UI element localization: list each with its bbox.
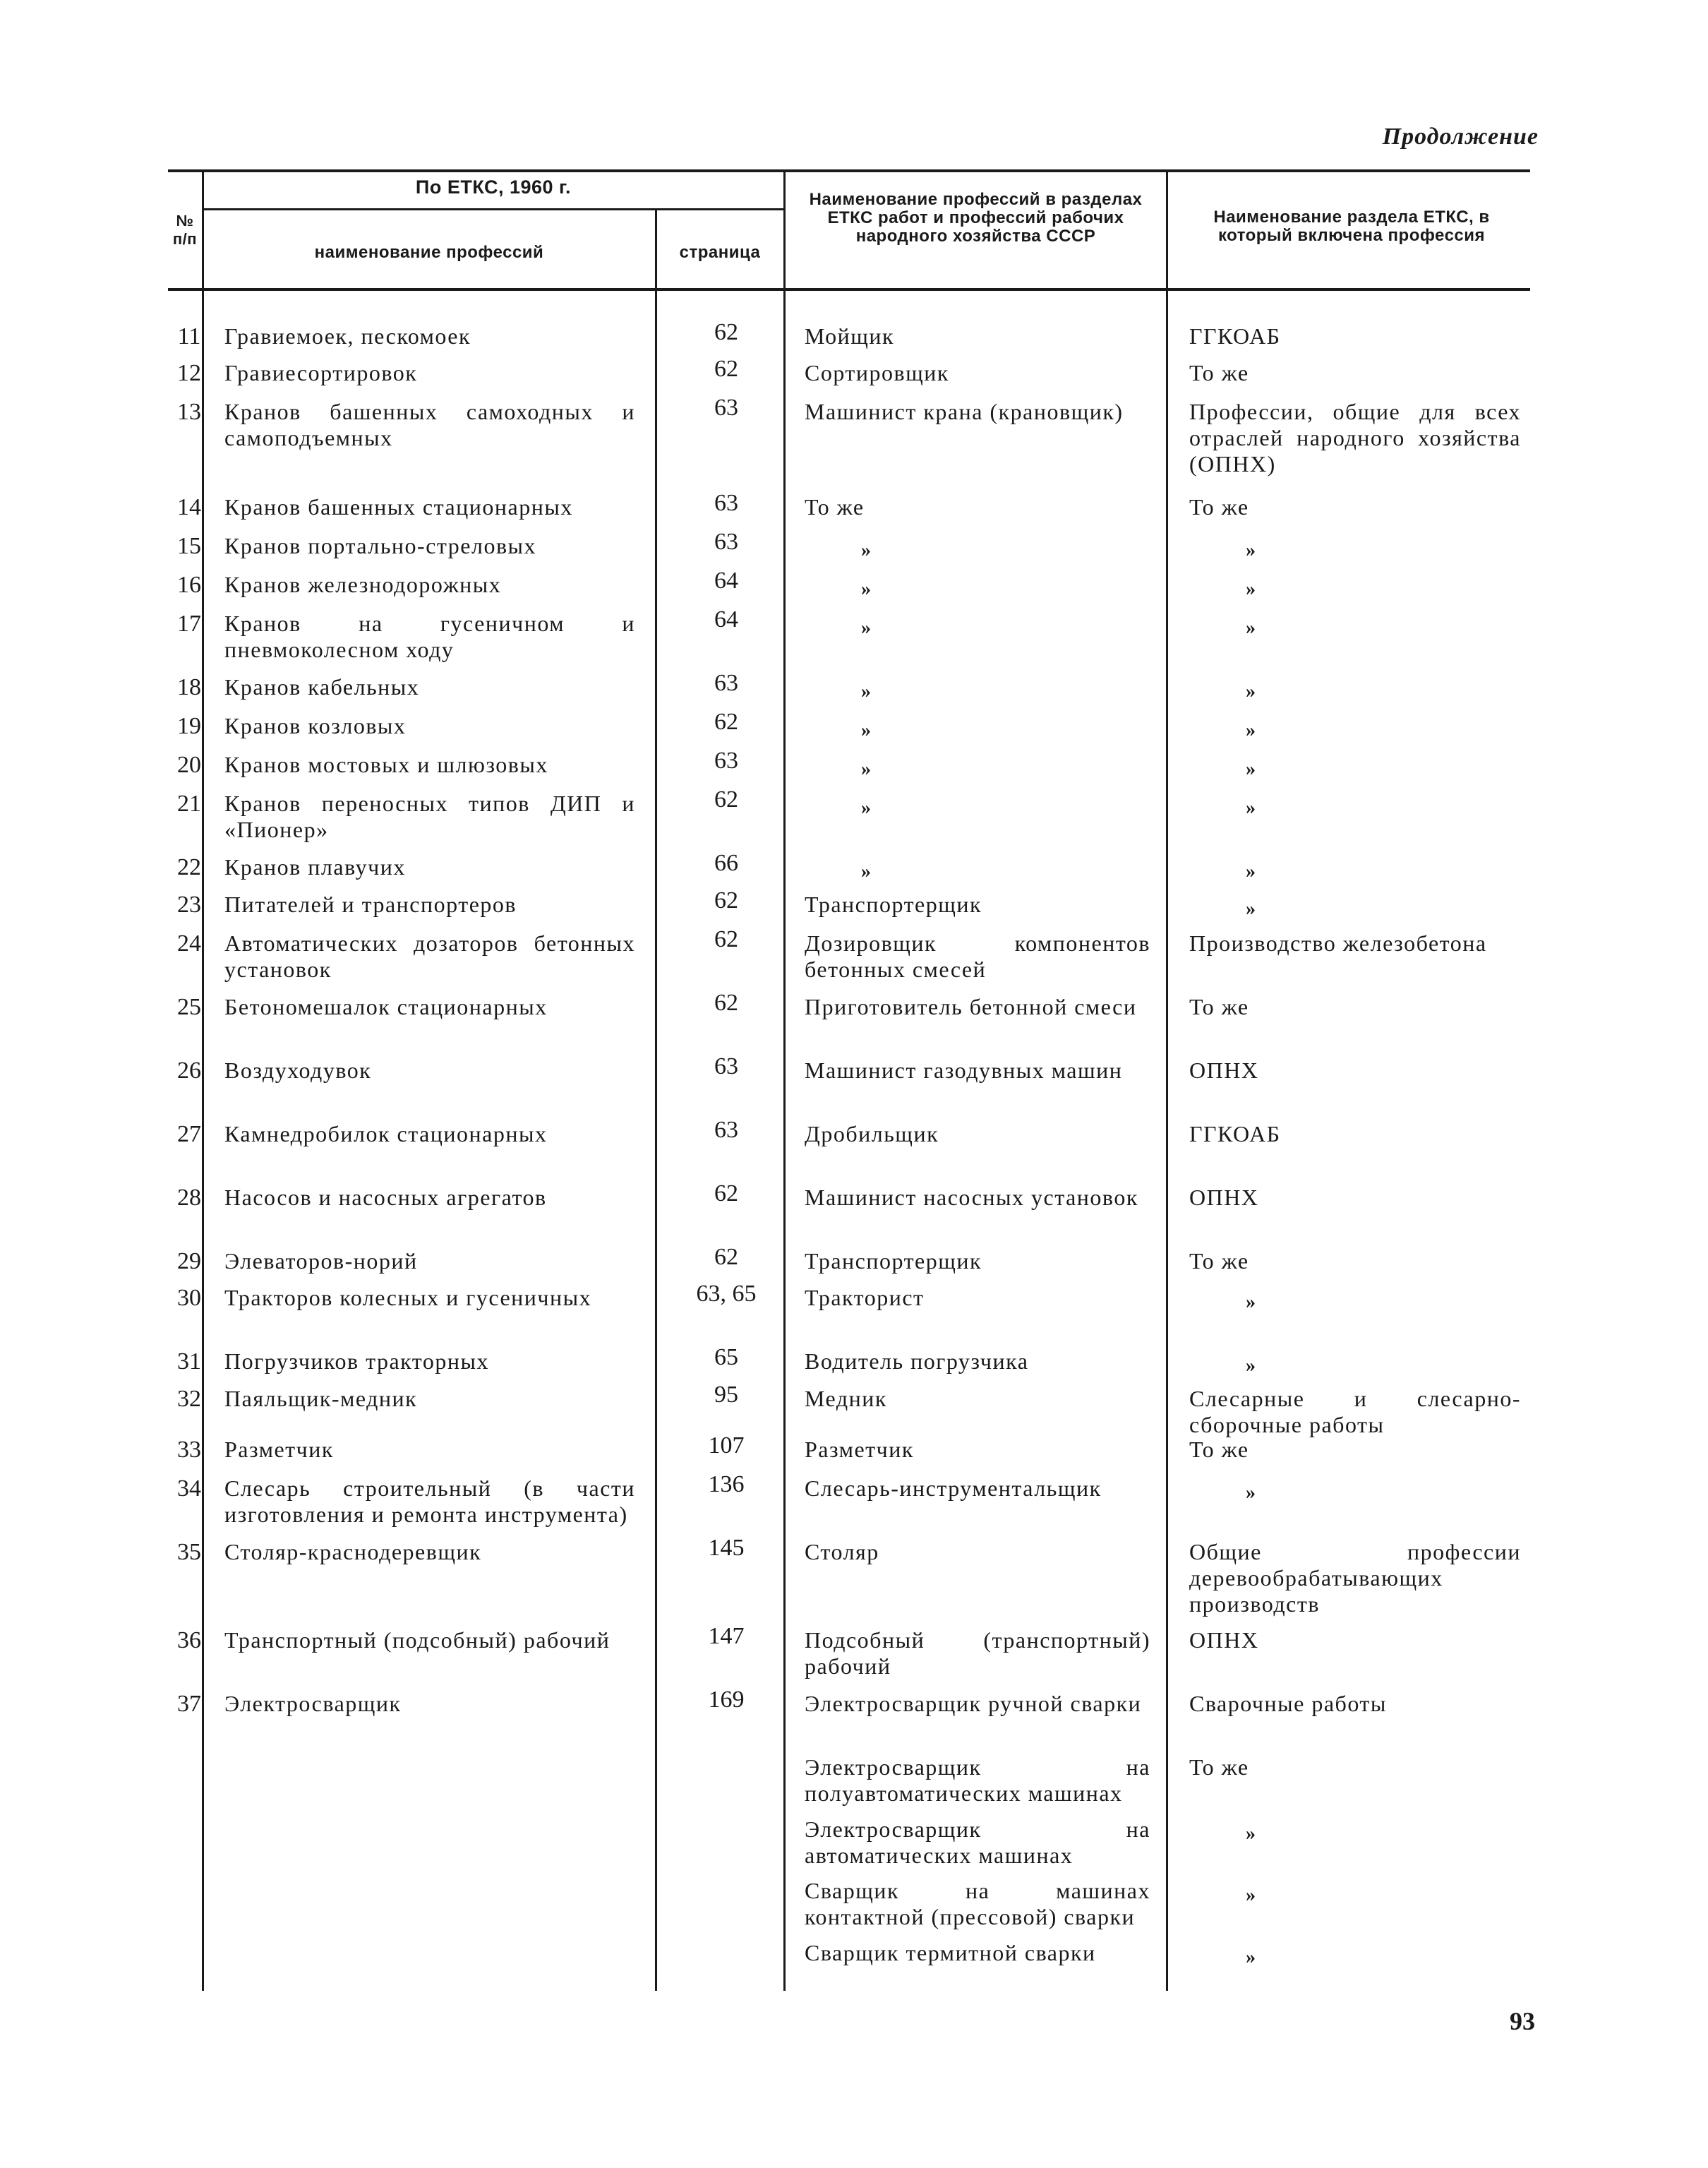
header-page: страница [679,243,761,262]
new-profession-name: Электросварщик на полуавтоматических машинах [805,1754,1150,1806]
page-reference: 169 [708,1687,745,1713]
old-profession-name: Кранов портально-стреловых [224,533,537,558]
new-profession-name: » [861,797,872,819]
old-profession-name: Погрузчиков тракторных [224,1348,489,1374]
new-profession-name: Разметчик [805,1437,914,1462]
header-etks-1960: По ЕТКС, 1960 г. [415,176,572,198]
page-reference: 63 [714,1053,738,1079]
page-reference: 62 [714,319,738,345]
etks-section-name: Профессии, общие для всех отраслей народного хозяйства (ОПНХ) [1189,399,1521,477]
old-profession-name: Автоматических дозаторов бетонных установок [224,930,635,982]
page-reference: 62 [714,1180,738,1206]
page-reference: 63 [714,670,738,696]
page-reference: 136 [708,1471,745,1497]
etks-section-name: » [1246,1355,1257,1377]
page-reference: 95 [714,1382,738,1408]
page-reference: 62 [714,786,738,813]
old-profession-name: Камнедробилок стационарных [224,1121,548,1146]
new-profession-name: Электросварщик на автоматических машинах [805,1816,1150,1868]
page-reference: 107 [708,1432,745,1459]
old-profession-name: Паяльщик-медник [224,1386,418,1411]
row-number: 20 [177,752,201,778]
new-profession-name: Дозировщик компонентов бетонных смесей [805,930,1150,982]
new-profession-name: » [861,861,872,882]
header-bottom-rule [168,288,1530,291]
etks-section-name: ОПНХ [1189,1185,1259,1210]
page-reference: 63 [714,395,738,421]
etks-section-name: То же [1189,1437,1249,1462]
etks-section-name: » [1246,539,1257,561]
old-profession-name: Кранов железнодорожных [224,572,502,597]
page-reference: 64 [714,606,738,633]
etks-section-name: Сварочные работы [1189,1691,1387,1716]
row-number: 26 [177,1058,201,1084]
old-profession-name: Питателей и транспортеров [224,892,517,917]
etks-section-name: » [1246,1946,1257,1968]
new-profession-name: Тракторист [805,1285,925,1310]
old-profession-name: Разметчик [224,1437,334,1462]
etks-section-name: » [1246,1482,1257,1504]
etks-section-name: ГГКОАБ [1189,1121,1281,1146]
new-profession-name: Сварщик термитной сварки [805,1940,1096,1965]
new-profession-name: » [861,758,872,780]
page-reference: 63 [714,1117,738,1143]
new-profession-name: Приготовитель бетонной смеси [805,994,1137,1019]
old-profession-name: Кранов башенных стационарных [224,494,573,520]
row-number: 35 [177,1539,201,1565]
header-etks-section: Наименование раздела ЕТКС, в который включена профессия [1213,208,1490,245]
old-profession-name: Кранов мостовых и шлюзовых [224,752,548,777]
col-rule-2 [655,209,657,1991]
page-reference: 145 [708,1535,745,1561]
old-profession-name: Насосов и насосных агрегатов [224,1185,547,1210]
old-profession-name: Слесарь строительный (в части изготовления и ремонта инструмента) [224,1475,635,1527]
page-reference: 62 [714,887,738,914]
old-profession-name: Кранов козловых [224,713,407,738]
old-profession-name: Бетономешалок стационарных [224,994,548,1019]
etks-section-name: ГГКОАБ [1189,323,1281,349]
new-profession-name: То же [805,494,865,520]
header-number: № п/п [172,212,198,248]
new-profession-name: Водитель погрузчика [805,1348,1029,1374]
row-number: 32 [177,1386,201,1412]
page-reference: 63 [714,490,738,516]
old-profession-name: Транспортный (подсобный) рабочий [224,1627,611,1653]
new-profession-name: Транспортерщик [805,892,982,917]
old-profession-name: Кранов на гусеничном и пневмоколесном ходу [224,611,635,662]
header-profession-name-new: Наименование профессий в разделах ЕТКС работ и профессий рабочих народного хозяйства СССР [809,190,1143,246]
etks-section-name: » [1246,617,1257,639]
etks-section-name: Производство железобетона [1189,930,1487,956]
row-number: 33 [177,1437,201,1463]
etks-section-name: » [1246,578,1257,600]
row-number: 18 [177,674,201,700]
row-number: 23 [177,892,201,918]
row-number: 27 [177,1121,201,1147]
new-profession-name: Транспортерщик [805,1248,982,1274]
page-reference: 147 [708,1623,745,1649]
old-profession-name: Гравиемоек, пескомоек [224,323,471,349]
old-profession-name: Гравиесортировок [224,360,418,385]
new-profession-name: Машинист крана (крановщик) [805,399,1124,424]
new-profession-name: Слесарь-инструментальщик [805,1475,1102,1501]
etks-section-name: » [1246,719,1257,741]
etks-section-name: » [1246,898,1257,920]
old-profession-name: Элеваторов-норий [224,1248,418,1274]
etks-section-name: » [1246,797,1257,819]
etks-section-name: Общие профессии деревообрабатывающих производств [1189,1539,1521,1617]
etks-section-name: » [1246,1884,1257,1906]
new-profession-name: Электросварщик ручной сварки [805,1691,1142,1716]
row-number: 14 [177,494,201,520]
etks-section-name: » [1246,681,1257,702]
row-number: 34 [177,1475,201,1502]
page-number: 93 [1510,2007,1535,2035]
old-profession-name: Кранов переносных типов ДИП и «Пионер» [224,791,635,842]
col-rule-4 [1166,169,1168,1991]
page-reference: 64 [714,568,738,594]
etks-section-name: То же [1189,1248,1249,1274]
row-number: 31 [177,1348,201,1375]
new-profession-name: » [861,681,872,702]
row-number: 29 [177,1248,201,1274]
table-top-rule [168,169,1530,172]
row-number: 24 [177,930,201,957]
old-profession-name: Кранов плавучих [224,854,406,880]
etks-section-name: ОПНХ [1189,1058,1259,1083]
new-profession-name: » [861,719,872,741]
new-profession-name: Машинист газодувных машин [805,1058,1123,1083]
page-reference: 63 [714,748,738,774]
row-number: 37 [177,1691,201,1717]
row-number: 16 [177,572,201,598]
new-profession-name: Медник [805,1386,887,1411]
page-reference: 62 [714,1244,738,1270]
row-number: 15 [177,533,201,559]
row-number: 36 [177,1627,201,1653]
old-profession-name: Электросварщик [224,1691,402,1716]
col-rule-3 [783,169,786,1991]
etks-section-name: То же [1189,994,1249,1019]
row-number: 13 [177,399,201,425]
new-profession-name: Подсобный (транспортный) рабочий [805,1627,1150,1679]
page-reference: 63 [714,529,738,555]
etks-section-name: То же [1189,494,1249,520]
etks-section-name: » [1246,861,1257,882]
new-profession-name: » [861,578,872,600]
etks-section-name: Слесарные и слесарно-сборочные работы [1189,1386,1521,1437]
new-profession-name: » [861,617,872,639]
old-profession-name: Кранов башенных самоходных и самоподъемных [224,399,635,450]
row-number: 19 [177,713,201,739]
etks-section-name: » [1246,1823,1257,1845]
page-reference: 62 [714,356,738,382]
header-profession-name-old: наименование профессий [314,243,544,262]
etks-section-name: » [1246,1291,1257,1313]
row-number: 11 [177,323,201,349]
etks-section-name: » [1246,758,1257,780]
new-profession-name: Мойщик [805,323,895,349]
subheader-rule [203,208,784,210]
old-profession-name: Столяр-краснодеревщик [224,1539,482,1564]
page-reference: 63, 65 [696,1281,757,1307]
etks-section-name: То же [1189,1754,1249,1780]
row-number: 21 [177,791,201,817]
page-reference: 62 [714,709,738,735]
etks-section-name: То же [1189,360,1249,385]
new-profession-name: Столяр [805,1539,879,1564]
old-profession-name: Тракторов колесных и гусеничных [224,1285,592,1310]
new-profession-name: » [861,539,872,561]
row-number: 28 [177,1185,201,1211]
row-number: 17 [177,611,201,637]
row-number: 12 [177,360,201,386]
page-reference: 66 [714,850,738,876]
new-profession-name: Машинист насосных установок [805,1185,1138,1210]
page-reference: 62 [714,926,738,952]
continuation-label: Продолжение [1382,124,1539,150]
row-number: 30 [177,1285,201,1311]
new-profession-name: Сортировщик [805,360,949,385]
etks-section-name: ОПНХ [1189,1627,1259,1653]
row-number: 25 [177,994,201,1020]
old-profession-name: Воздуходувок [224,1058,372,1083]
row-number: 22 [177,854,201,880]
page-reference: 62 [714,990,738,1016]
old-profession-name: Кранов кабельных [224,674,420,700]
new-profession-name: Сварщик на машинах контактной (прессовой) сварки [805,1878,1150,1929]
page-reference: 65 [714,1344,738,1370]
new-profession-name: Дробильщик [805,1121,939,1146]
